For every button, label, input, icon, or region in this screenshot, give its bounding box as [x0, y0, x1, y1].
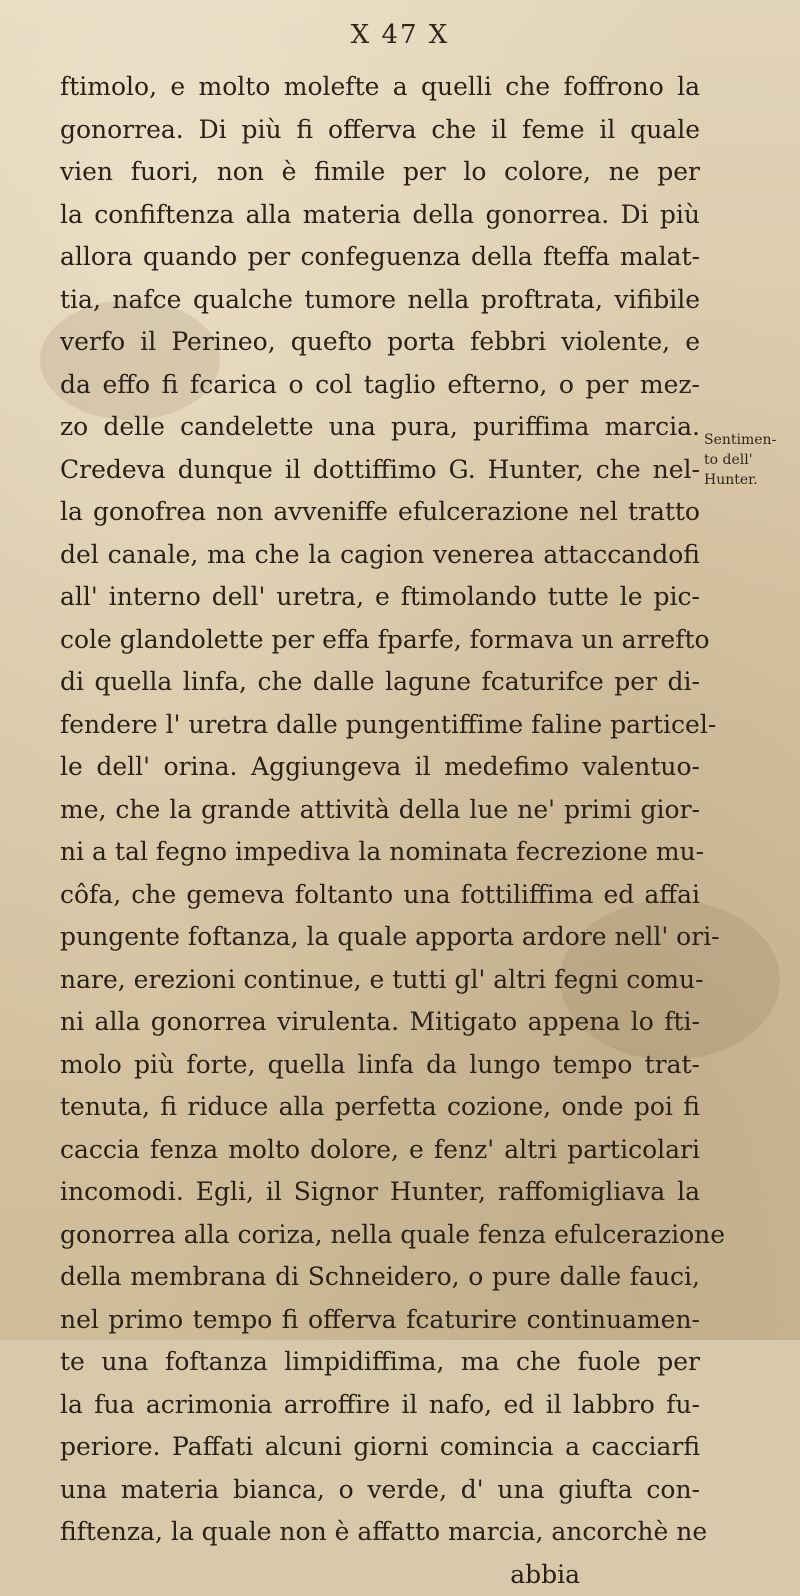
text-line: tenuta, fi riduce alla perfetta cozione, onde poi fi — [60, 1086, 700, 1129]
margin-note-line: Hunter. — [704, 470, 796, 490]
text-line: incomodi. Egli, il Signor Hunter, raffomigliava la — [60, 1171, 700, 1214]
text-line: me, che la grande attività della lue ne' primi gior- — [60, 789, 700, 832]
text-line: nare, erezioni continue, e tutti gl' altri fegni comu- — [60, 959, 700, 1002]
text-line: ni a tal fegno impediva la nominata fecrezione mu- — [60, 831, 700, 874]
text-line: fendere l' uretra dalle pungentiffime faline particel- — [60, 704, 700, 747]
page-number: X 47 X — [0, 20, 800, 50]
text-line: ni alla gonorrea virulenta. Mitigato appena lo fti- — [60, 1001, 700, 1044]
text-line: te una foftanza limpidiffima, ma che fuole per — [60, 1341, 700, 1384]
text-line: di quella linfa, che dalle lagune fcaturifce per di- — [60, 661, 700, 704]
text-line: gonorrea alla coriza, nella quale fenza efulcerazione — [60, 1214, 700, 1257]
text-line: gonorrea. Di più fi offerva che il feme il quale — [60, 109, 700, 152]
text-line: pungente foftanza, la quale apporta ardore nell' ori- — [60, 916, 700, 959]
text-line: fiftenza, la quale non è affatto marcia, ancorchè ne — [60, 1511, 700, 1554]
text-line: allora quando per confeguenza della fteffa malat- — [60, 236, 700, 279]
text-line: vien fuori, non è fimile per lo colore, ne per — [60, 151, 700, 194]
text-line: una materia bianca, o verde, d' una giufta con- — [60, 1469, 700, 1512]
catchword: abbia — [60, 1554, 700, 1596]
text-line: caccia fenza molto dolore, e fenz' altri particolari — [60, 1129, 700, 1172]
margin-note-line: to dell' — [704, 450, 796, 470]
text-line: da effo fi fcarica o col taglio efterno, o per mez- — [60, 364, 700, 407]
text-line: cole glandolette per effa fparfe, formava un arrefto — [60, 619, 700, 662]
text-line: ftimolo, e molto molefte a quelli che foffrono la — [60, 66, 700, 109]
margin-note-line: Sentimen- — [704, 430, 796, 450]
margin-note — [704, 430, 796, 490]
text-line: nel primo tempo fi offerva fcaturire continuamen- — [60, 1299, 700, 1342]
text-line: molo più forte, quella linfa da lungo tempo trat- — [60, 1044, 700, 1087]
text-line: zo delle candelette una pura, puriffima marcia. — [60, 406, 700, 449]
text-line: le dell' orina. Aggiungeva il medefimo valentuo- — [60, 746, 700, 789]
text-line: Credeva dunque il dottiffimo G. Hunter, che nel- — [60, 449, 700, 492]
text-line: della membrana di Schneidero, o pure dalle fauci, — [60, 1256, 700, 1299]
text-line: la fua acrimonia arroffire il nafo, ed il labbro fu- — [60, 1384, 700, 1427]
body-text — [60, 66, 700, 1596]
text-line: la gonofrea non avveniffe efulcerazione nel tratto — [60, 491, 700, 534]
text-line: côfa, che gemeva foltanto una fottiliffima ed affai — [60, 874, 700, 917]
text-line: all' interno dell' uretra, e ftimolando tutte le pic- — [60, 576, 700, 619]
text-line: del canale, ma che la cagion venerea attaccandofi — [60, 534, 700, 577]
text-line: la confiftenza alla materia della gonorrea. Di più — [60, 194, 700, 237]
text-line: verfo il Perineo, quefto porta febbri violente, e — [60, 321, 700, 364]
text-line: periore. Paffati alcuni giorni comincia a cacciarfi — [60, 1426, 700, 1469]
text-line: tia, nafce qualche tumore nella proftrata, vifibile — [60, 279, 700, 322]
